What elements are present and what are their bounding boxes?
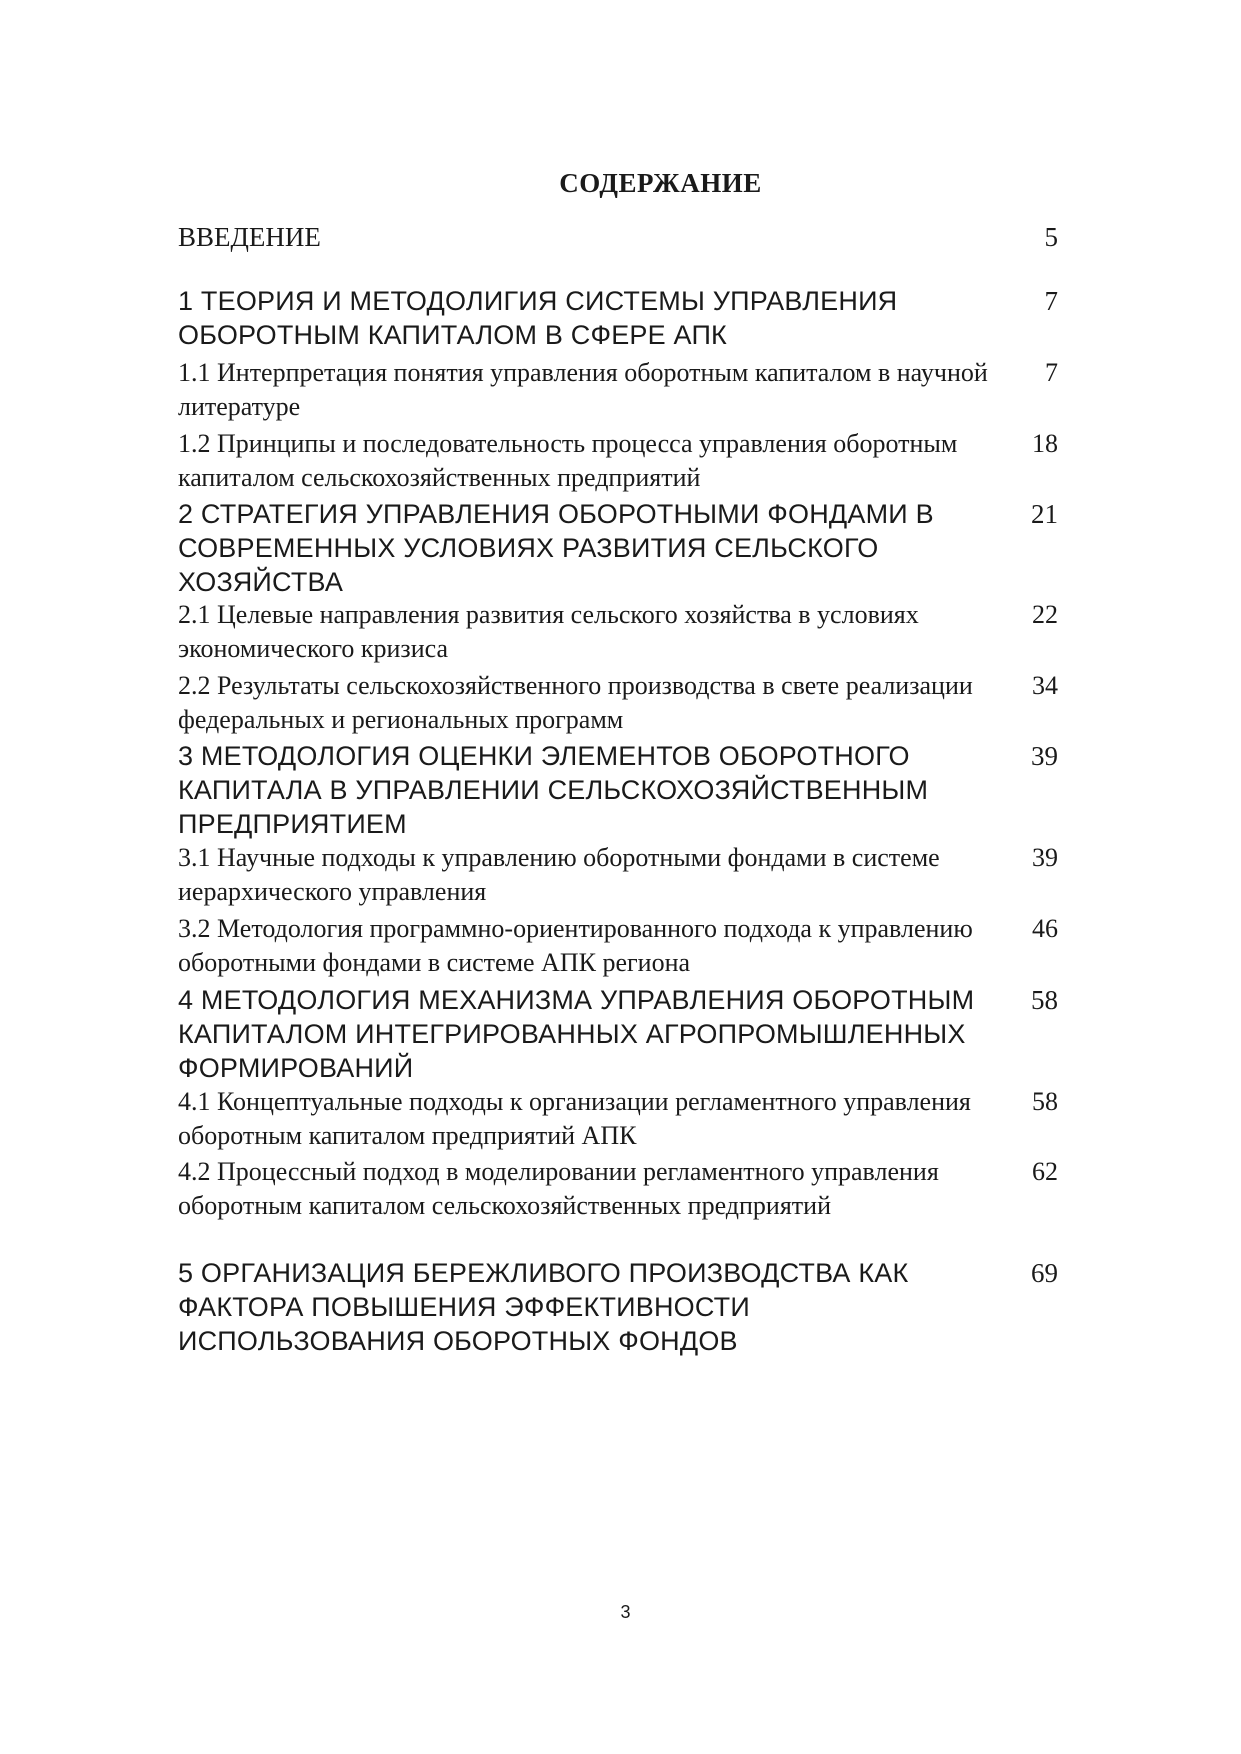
toc-entry-page: 69 xyxy=(1031,1258,1058,1288)
toc-entry-text: 4.2 Процессный подход в моделировании регламентного управления оборотным капиталом сельскохозяйственных предприятий xyxy=(178,1157,939,1220)
toc-entry-page: 58 xyxy=(1032,1087,1058,1116)
toc-entry-text: 2 СТРАТЕГИЯ УПРАВЛЕНИЯ ОБОРОТНЫМИ ФОНДАМИ В СОВРЕМЕННЫХ УСЛОВИЯХ РАЗВИТИЯ СЕЛЬСКОГО ХОЗЯЙСТВА xyxy=(178,499,934,597)
toc-entry-text: 4.1 Концептуальные подходы к организации регламентного управления оборотным капиталом предприятий АПК xyxy=(178,1087,971,1150)
toc-entry-text: ВВЕДЕНИЕ xyxy=(178,222,321,252)
page-title: СОДЕРЖАНИЕ xyxy=(559,168,762,198)
toc-entry-text: 3.2 Методология программно-ориентированного подхода к управлению оборотными фондами в системе АПК региона xyxy=(178,914,973,977)
toc-entry-page: 34 xyxy=(1032,671,1058,700)
toc-entry-page: 22 xyxy=(1032,600,1058,629)
toc-entry-page: 18 xyxy=(1032,429,1058,458)
toc-entry-page: 58 xyxy=(1031,985,1058,1015)
toc-entry-page: 5 xyxy=(1044,222,1058,252)
toc-entry-page: 21 xyxy=(1031,499,1058,529)
toc-entry-text: 3 МЕТОДОЛОГИЯ ОЦЕНКИ ЭЛЕМЕНТОВ ОБОРОТНОГО КАПИТАЛА В УПРАВЛЕНИИ СЕЛЬСКОХОЗЯЙСТВЕННЫМ ПРЕДПРИЯТИЕМ xyxy=(178,741,929,839)
toc-entry-text: 2.2 Результаты сельскохозяйственного производства в свете реализации федеральных и региональных программ xyxy=(178,671,973,734)
page-number: 3 xyxy=(620,1602,631,1622)
toc-entry-text: 1.1 Интерпретация понятия управления оборотным капиталом в научной литературе xyxy=(178,358,988,421)
toc-entry-page: 7 xyxy=(1044,286,1058,316)
toc-entry-page: 7 xyxy=(1045,358,1058,387)
toc-entry-text: 2.1 Целевые направления развития сельского хозяйства в условиях экономического кризиса xyxy=(178,600,919,663)
toc-entry-text: 3.1 Научные подходы к управлению оборотными фондами в системе иерархического управления xyxy=(178,843,940,906)
toc-entry-text: 5 ОРГАНИЗАЦИЯ БЕРЕЖЛИВОГО ПРОИЗВОДСТВА КАК ФАКТОРА ПОВЫШЕНИЯ ЭФФЕКТИВНОСТИ ИСПОЛЬЗОВАНИЯ ОБОРОТНЫХ ФОНДОВ xyxy=(178,1258,909,1356)
toc-entry-page: 46 xyxy=(1032,914,1058,943)
toc-entry-page: 62 xyxy=(1032,1157,1058,1186)
toc-entry-text: 1 ТЕОРИЯ И МЕТОДОЛИГИЯ СИСТЕМЫ УПРАВЛЕНИЯ ОБОРОТНЫМ КАПИТАЛОМ В СФЕРЕ АПК xyxy=(178,286,898,350)
toc-entry-page: 39 xyxy=(1032,843,1058,872)
toc-entry-text: 4 МЕТОДОЛОГИЯ МЕХАНИЗМА УПРАВЛЕНИЯ ОБОРОТНЫМ КАПИТАЛОМ ИНТЕГРИРОВАННЫХ АГРОПРОМЫШЛЕННЫХ ФОРМИРОВАНИЙ xyxy=(178,985,975,1083)
toc-entry-text: 1.2 Принципы и последовательность процесса управления оборотным капиталом сельскохозяйственных предприятий xyxy=(178,429,958,492)
toc-entry-page: 39 xyxy=(1031,741,1058,771)
